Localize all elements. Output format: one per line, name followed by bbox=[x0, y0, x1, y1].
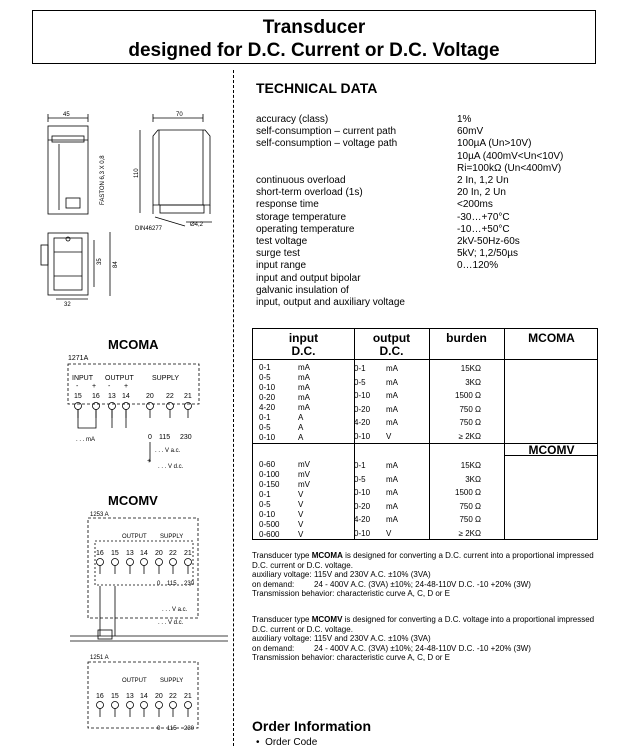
burden-value: 750 Ω bbox=[459, 404, 481, 414]
burden-value: 750 Ω bbox=[459, 501, 481, 511]
order-information-heading: Order Information bbox=[252, 718, 372, 734]
spec-label bbox=[256, 163, 457, 175]
output-range: 0-10 bbox=[354, 488, 371, 497]
output-range: 4-20 bbox=[354, 418, 371, 427]
spec-label: input range bbox=[256, 260, 307, 272]
input-range: 0-10 bbox=[259, 433, 276, 442]
spec-value: 100µA (Un>10V) bbox=[457, 138, 532, 150]
svg-text:-: - bbox=[108, 383, 111, 390]
terminal-label: 20 bbox=[155, 693, 163, 700]
spec-value: 10µA (400mV<Un<10V) bbox=[457, 150, 564, 162]
spec-row bbox=[256, 187, 596, 199]
terminal-label: 20 bbox=[155, 550, 163, 557]
technical-data-heading: TECHNICAL DATA bbox=[256, 80, 378, 96]
svg-text:0: 0 bbox=[157, 726, 161, 732]
terminal-label: 15 bbox=[111, 693, 119, 700]
input-range: 0-600 bbox=[259, 530, 280, 539]
svg-text:. . . V d.c.: . . . V d.c. bbox=[158, 464, 184, 470]
terminal-screw bbox=[156, 559, 163, 566]
svg-text:1271A: 1271A bbox=[68, 355, 89, 362]
svg-text:SUPPLY: SUPPLY bbox=[152, 375, 180, 382]
spec-row bbox=[256, 114, 596, 126]
svg-text:. . . V d.c.: . . . V d.c. bbox=[158, 620, 184, 626]
terminal-screw bbox=[112, 702, 119, 709]
svg-text:FASTON 6,3 X 0,8: FASTON 6,3 X 0,8 bbox=[100, 155, 106, 205]
output-unit: mA bbox=[386, 501, 398, 511]
input-range: 0-150 bbox=[259, 480, 280, 489]
terminal-label: 15 bbox=[74, 393, 82, 400]
svg-text:. . . mA: . . . mA bbox=[76, 437, 96, 443]
terminal-screw bbox=[97, 702, 104, 709]
description-mcomv: Transducer type MCOMV is designed for converting a D.C. voltage into a proportional impressed D.C. current or D.C. voltage. auxiliary voltage: 115V and 230V A.C. ±10% (3VA) on demand: 24 - 400V A.C. (3VA) ±10%; 24-48-110V D.C. -10 +20% (3W) Transmission behavior: characteristic curve A, C, D or E bbox=[252, 615, 595, 662]
output-range: 0-5 bbox=[354, 377, 366, 387]
terminal-screw bbox=[112, 559, 119, 566]
spec-label: operating temperature bbox=[256, 223, 355, 235]
terminal-screw bbox=[141, 702, 148, 709]
svg-text:SUPPLY: SUPPLY bbox=[160, 678, 184, 684]
spec-row bbox=[256, 212, 596, 224]
input-unit: mA bbox=[298, 373, 310, 382]
terminal-label: 14 bbox=[140, 550, 148, 557]
spec-row bbox=[256, 260, 596, 272]
output-range: 0-10 bbox=[354, 391, 371, 400]
output-unit: mA bbox=[386, 404, 398, 414]
mcoma-label: MCOMA bbox=[108, 337, 159, 352]
svg-text:OUTPUT: OUTPUT bbox=[122, 678, 147, 684]
spec-row bbox=[256, 175, 596, 187]
spec-value: 5kV; 1,2/50µs bbox=[457, 248, 518, 260]
output-unit: mA bbox=[386, 364, 398, 373]
mcoma-wiring-diagram bbox=[68, 355, 199, 470]
terminal-label: 22 bbox=[169, 693, 177, 700]
spec-row bbox=[256, 248, 596, 260]
housing-side-view bbox=[134, 112, 212, 232]
svg-text:OUTPUT: OUTPUT bbox=[122, 534, 147, 540]
terminal-label: 15 bbox=[111, 550, 119, 557]
input-range: 0-10 bbox=[259, 383, 276, 392]
order-table bbox=[252, 328, 598, 540]
output-range: 0-1 bbox=[354, 364, 366, 373]
input-range: 0-5 bbox=[259, 500, 271, 509]
output-unit: V bbox=[386, 528, 392, 538]
spec-label: accuracy (class) bbox=[256, 114, 329, 125]
order-code-item: • Order Code bbox=[256, 737, 318, 746]
output-range: 0-1 bbox=[354, 461, 366, 470]
header-mcomv: MCOMV bbox=[528, 443, 575, 457]
svg-text:. . . V a.c.: . . . V a.c. bbox=[155, 448, 181, 454]
terminal-screw bbox=[185, 559, 192, 566]
output-range: 0-10 bbox=[354, 528, 371, 538]
spec-row bbox=[256, 236, 596, 248]
input-unit: V bbox=[298, 530, 304, 539]
input-unit: mV bbox=[298, 480, 310, 489]
input-range: 0-100 bbox=[259, 470, 280, 479]
terminal-screw bbox=[75, 403, 82, 410]
spec-value: <200ms bbox=[457, 199, 493, 211]
svg-text:230: 230 bbox=[184, 726, 195, 732]
burden-value: ≥ 2KΩ bbox=[458, 528, 481, 538]
output-unit: mA bbox=[386, 418, 398, 427]
spec-list bbox=[256, 114, 596, 309]
terminal-label: 21 bbox=[184, 693, 192, 700]
spec-row bbox=[256, 297, 596, 309]
input-unit: A bbox=[298, 413, 304, 422]
spec-value: -10…+50°C bbox=[457, 223, 510, 235]
input-range: 0-500 bbox=[259, 520, 280, 529]
spec-row bbox=[256, 224, 596, 236]
svg-text:1251 A: 1251 A bbox=[90, 655, 109, 661]
input-range: 0-5 bbox=[259, 423, 271, 432]
svg-text:SUPPLY: SUPPLY bbox=[160, 534, 184, 540]
spec-row bbox=[256, 199, 596, 211]
spec-label: self-consumption – current path bbox=[256, 126, 397, 138]
svg-text:DIN46277: DIN46277 bbox=[135, 226, 163, 232]
output-unit: mA bbox=[386, 461, 398, 470]
input-range: 0-1 bbox=[259, 413, 271, 422]
input-range: 0-1 bbox=[259, 363, 271, 372]
title-line-1: Transducer bbox=[262, 17, 366, 38]
output-range: 4-20 bbox=[354, 515, 371, 524]
svg-text:115: 115 bbox=[159, 434, 171, 441]
terminal-label: 22 bbox=[169, 550, 177, 557]
terminal-screw bbox=[185, 403, 192, 410]
spec-value bbox=[457, 285, 596, 297]
burden-value: 3KΩ bbox=[465, 377, 481, 387]
spec-row bbox=[256, 151, 596, 163]
svg-text:115: 115 bbox=[167, 726, 177, 732]
title-line-2: designed for D.C. Current or D.C. Voltage bbox=[128, 40, 500, 61]
spec-label: continuous overload bbox=[256, 175, 346, 187]
input-unit: V bbox=[298, 490, 304, 499]
spec-row bbox=[256, 273, 596, 285]
terminal-label: 21 bbox=[184, 550, 192, 557]
spec-label: galvanic insulation of bbox=[256, 284, 349, 296]
output-range: 0-5 bbox=[354, 474, 366, 484]
terminal-label: 13 bbox=[126, 693, 134, 700]
output-unit: V bbox=[386, 431, 392, 441]
header-mcoma: MCOMA bbox=[528, 331, 575, 345]
terminal-screw bbox=[170, 559, 177, 566]
spec-value: 2kV-50Hz-60s bbox=[457, 236, 520, 248]
terminal-screw bbox=[93, 403, 100, 410]
spec-label: input and output bipolar bbox=[256, 272, 361, 284]
spec-row bbox=[256, 138, 596, 150]
spec-value: 1% bbox=[457, 114, 472, 125]
svg-text:230: 230 bbox=[184, 581, 195, 587]
terminal-screw bbox=[127, 559, 134, 566]
input-unit: mA bbox=[298, 363, 310, 372]
burden-value: 750 Ω bbox=[459, 418, 481, 427]
terminal-screw bbox=[167, 403, 174, 410]
svg-text:+: + bbox=[92, 383, 97, 390]
spec-value: 60mV bbox=[457, 126, 484, 138]
svg-text:0: 0 bbox=[157, 581, 161, 587]
burden-value: 3KΩ bbox=[465, 474, 481, 484]
svg-text:230: 230 bbox=[180, 434, 192, 441]
spec-value: 0…120% bbox=[457, 260, 499, 272]
burden-value: 750 Ω bbox=[459, 515, 481, 524]
svg-text:35: 35 bbox=[97, 258, 103, 265]
housing-bottom-view bbox=[41, 232, 119, 308]
svg-text:+: + bbox=[147, 458, 152, 465]
burden-value: 1500 Ω bbox=[455, 488, 481, 497]
mcomv-wiring-diagram bbox=[70, 512, 228, 641]
mcomv-label: MCOMV bbox=[108, 493, 158, 508]
spec-value: 20 In, 2 Un bbox=[457, 187, 506, 199]
input-unit: mA bbox=[298, 393, 310, 402]
spec-row bbox=[256, 163, 596, 175]
output-unit: mA bbox=[386, 391, 398, 400]
svg-text:OUTPUT: OUTPUT bbox=[105, 375, 134, 382]
input-unit: A bbox=[298, 423, 304, 432]
input-range: 4-20 bbox=[259, 403, 276, 412]
input-unit: mA bbox=[298, 403, 310, 412]
spec-label: response time bbox=[256, 199, 319, 211]
svg-text:-: - bbox=[76, 383, 79, 390]
terminal-screw bbox=[156, 702, 163, 709]
burden-value: ≥ 2KΩ bbox=[458, 431, 481, 441]
terminal-label: 14 bbox=[122, 393, 130, 400]
svg-text:70: 70 bbox=[176, 112, 183, 118]
terminal-screw bbox=[127, 702, 134, 709]
output-unit: mA bbox=[386, 377, 398, 387]
spec-value: -30…+70°C bbox=[457, 211, 510, 223]
spec-label: test voltage bbox=[256, 236, 308, 248]
burden-value: 1500 Ω bbox=[455, 391, 481, 400]
input-unit: V bbox=[298, 500, 304, 509]
input-unit: V bbox=[298, 510, 304, 519]
description-mcoma: Transducer type MCOMA is designed for converting a D.C. current into a proportional impressed D.C. current or D.C. voltage. auxiliary voltage: 115V and 230V A.C. ±10% (3VA) on demand: 24 - 400V A.C. (3VA) ±10%; 24-48-110V D.C. -10 +20% (3W) Transmission behavior: characteristic curve A, C, D or E bbox=[252, 551, 594, 598]
terminal-screw bbox=[141, 559, 148, 566]
input-unit: A bbox=[298, 433, 304, 442]
terminal-screw bbox=[147, 403, 154, 410]
input-unit: mA bbox=[298, 383, 310, 392]
input-range: 0-10 bbox=[259, 510, 276, 519]
wiring-drawings bbox=[0, 0, 233, 746]
svg-text:INPUT: INPUT bbox=[72, 375, 93, 382]
terminal-screw bbox=[170, 702, 177, 709]
svg-text:Ø4,2: Ø4,2 bbox=[190, 222, 204, 228]
terminal-screw bbox=[97, 559, 104, 566]
housing-front-view bbox=[48, 112, 106, 214]
table-col-line bbox=[504, 329, 505, 539]
header-input: input D.C. bbox=[288, 331, 319, 358]
svg-text:115: 115 bbox=[167, 581, 177, 587]
svg-text:1253 A: 1253 A bbox=[90, 512, 109, 518]
input-unit: mV bbox=[298, 470, 310, 479]
spec-row bbox=[256, 285, 596, 297]
spec-label: short-term overload (1s) bbox=[256, 187, 363, 199]
svg-text:+: + bbox=[124, 383, 129, 390]
input-unit: V bbox=[298, 520, 304, 529]
terminal-label: 21 bbox=[184, 393, 192, 400]
svg-text:0: 0 bbox=[148, 434, 152, 441]
terminal-label: 13 bbox=[126, 550, 134, 557]
spec-label: surge test bbox=[256, 248, 300, 260]
terminal-label: 14 bbox=[140, 693, 148, 700]
column-divider bbox=[233, 70, 234, 746]
output-unit: mA bbox=[386, 488, 398, 497]
spec-label: input, output and auxiliary voltage bbox=[256, 297, 405, 309]
output-unit: mA bbox=[386, 515, 398, 524]
terminal-screw bbox=[109, 403, 116, 410]
terminal-label: 16 bbox=[96, 550, 104, 557]
burden-value: 15KΩ bbox=[460, 461, 481, 470]
terminal-label: 16 bbox=[92, 393, 100, 400]
input-range: 0-60 bbox=[259, 460, 276, 469]
svg-text:84: 84 bbox=[113, 261, 119, 268]
output-range: 0-20 bbox=[354, 404, 371, 414]
table-header-line bbox=[253, 359, 597, 360]
terminal-label: 22 bbox=[166, 393, 174, 400]
spec-label: storage temperature bbox=[256, 211, 347, 223]
terminal-label: 16 bbox=[96, 693, 104, 700]
input-range: 0-1 bbox=[259, 490, 271, 499]
spec-value: 2 In, 1,2 Un bbox=[457, 175, 509, 187]
svg-text:. . . V a.c.: . . . V a.c. bbox=[162, 607, 188, 613]
spec-label: self-consumption – voltage path bbox=[256, 138, 398, 150]
burden-value: 15KΩ bbox=[460, 364, 481, 373]
spec-value: Ri=100kΩ (Un<400mV) bbox=[457, 162, 562, 174]
spec-row bbox=[256, 126, 596, 138]
mcomv-wiring-diagram-2 bbox=[88, 655, 198, 732]
terminal-label: 20 bbox=[146, 393, 154, 400]
input-range: 0-20 bbox=[259, 393, 276, 402]
svg-text:110: 110 bbox=[134, 168, 140, 178]
output-unit: mA bbox=[386, 474, 398, 484]
spec-label bbox=[256, 151, 457, 163]
terminal-screw bbox=[123, 403, 130, 410]
svg-text:32: 32 bbox=[64, 302, 71, 308]
header-output: output D.C. bbox=[372, 331, 411, 358]
header-burden: burden bbox=[446, 331, 487, 345]
spec-value bbox=[457, 297, 596, 309]
input-unit: mV bbox=[298, 460, 310, 469]
terminal-label: 13 bbox=[108, 393, 116, 400]
input-range: 0-5 bbox=[259, 373, 271, 382]
output-range: 0-10 bbox=[354, 431, 371, 441]
svg-text:45: 45 bbox=[63, 112, 70, 118]
output-range: 0-20 bbox=[354, 501, 371, 511]
spec-value bbox=[457, 273, 596, 285]
terminal-screw bbox=[185, 702, 192, 709]
